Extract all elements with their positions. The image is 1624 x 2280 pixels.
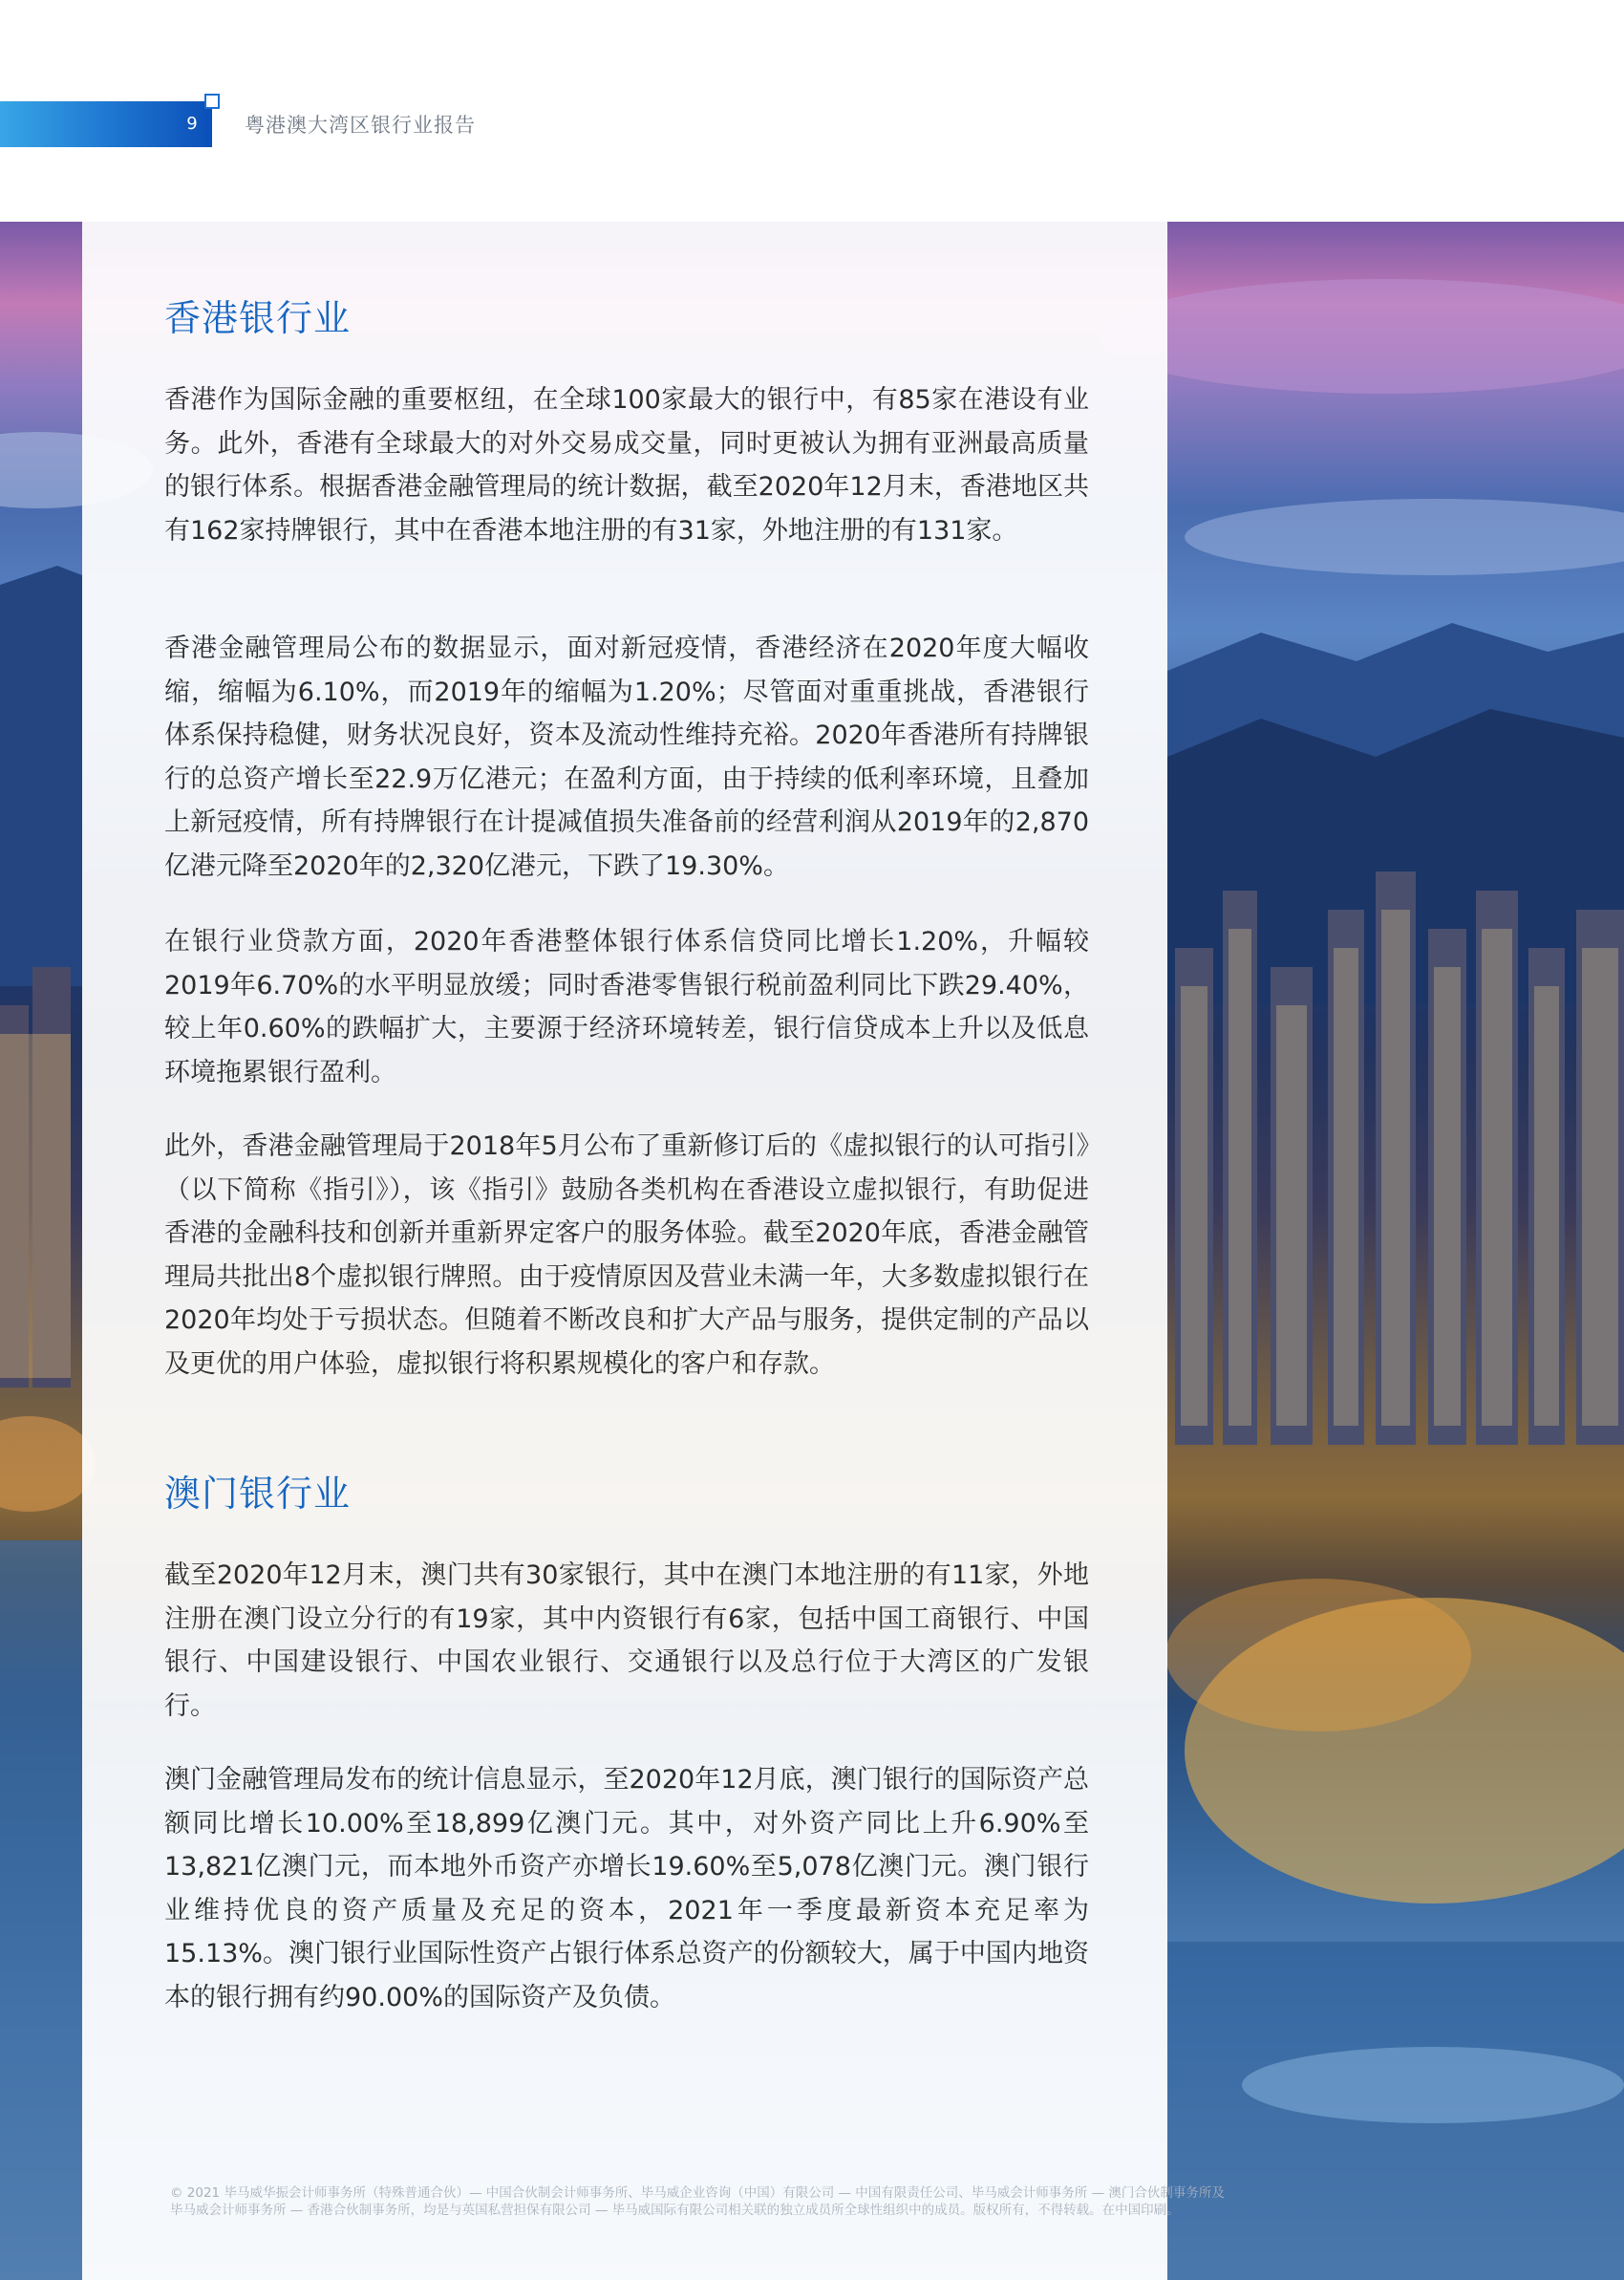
- copyright-footer: [170, 2184, 1488, 2219]
- macau-section-title: 澳门银行业: [164, 1473, 352, 1515]
- report-title: 粤港澳大湾区银行业报告: [245, 114, 476, 137]
- footer-line-2: 毕马威会计师事务所 — 香港合伙制事务所，均是与英国私营担保有限公司 — 毕马威国际有限公司相关联的独立成员所全球性组织中的成员。版权所有，不得转载。在中国印刷。: [170, 2203, 1180, 2218]
- macau-paragraph-2: 澳门金融管理局发布的统计信息显示，至2020年12月底，澳门银行的国际资产总额同比增长10.00%至18,899亿澳门元。其中，对外资产同比上升6.90%至13,821亿澳门元，而本地外币资产亦增长19.60%至5,078亿澳门元。澳门银行业维持优良的资产质量及充足的资本，2021年一季度最新资本充足率为15.13%。澳门银行业国际性资产占银行体系总资产的份额较大，属于中国内地资本的银行拥有约90.00%的国际资产及负债。: [164, 1765, 1089, 2012]
- header-square-icon: [204, 94, 220, 109]
- footer-line-1: © 2021 毕马威华振会计师事务所（特殊普通合伙）— 中国合伙制会计师事务所、毕马威企业咨询（中国）有限公司 — 中国有限责任公司、毕马威会计师事务所 — 澳门合伙制事务所及: [170, 2185, 1225, 2201]
- macau-paragraph-1: 截至2020年12月末，澳门共有30家银行，其中在澳门本地注册的有11家，外地注册在澳门设立分行的有19家，其中内资银行有6家，包括中国工商银行、中国银行、中国建设银行、中国农业银行、交通银行以及总行位于大湾区的广发银行。: [164, 1560, 1089, 1721]
- hk-paragraph-1: 香港作为国际金融的重要枢纽，在全球100家最大的银行中，有85家在港设有业务。此外，香港有全球最大的对外交易成交量，同时更被认为拥有亚洲最高质量的银行体系。根据香港金融管理局的统计数据，截至2020年12月末，香港地区共有162家持牌银行，其中在香港本地注册的有31家，外地注册的有131家。: [164, 385, 1089, 546]
- page-number: 9: [186, 114, 198, 134]
- hk-paragraph-2: 香港金融管理局公布的数据显示，面对新冠疫情，香港经济在2020年度大幅收缩，缩幅为6.10%，而2019年的缩幅为1.20%；尽管面对重重挑战，香港银行体系保持稳健，财务状况良好，资本及流动性维持充裕。2020年香港所有持牌银行的总资产增长至22.9万亿港元；在盈利方面，由于持续的低利率环境，且叠加上新冠疫情，所有持牌银行在计提减值损失准备前的经营利润从2019年的2,870亿港元降至2020年的2,320亿港元，下跌了19.30%。: [164, 634, 1089, 881]
- hk-paragraph-3: 在银行业贷款方面，2020年香港整体银行体系信贷同比增长1.20%，升幅较2019年6.70%的水平明显放缓；同时香港零售银行税前盈利同比下跌29.40%，较上年0.60%的跌幅扩大，主要源于经济环境转差，银行信贷成本上升以及低息环境拖累银行盈利。: [164, 927, 1089, 1087]
- hk-paragraph-4: 此外，香港金融管理局于2018年5月公布了重新修订后的《虚拟银行的认可指引》（以下简称《指引》），该《指引》鼓励各类机构在香港设立虚拟银行，有助促进香港的金融科技和创新并重新界定客户的服务体验。截至2020年底，香港金融管理局共批出8个虚拟银行牌照。由于疫情原因及营业未满一年，大多数虚拟银行在2020年均处于亏损状态。但随着不断改良和扩大产品与服务，提供定制的产品以及更优的用户体验，虚拟银行将积累规模化的客户和存款。: [164, 1131, 1089, 1379]
- hk-section-title: 香港银行业: [164, 297, 352, 339]
- header-accent-bar: [0, 101, 212, 147]
